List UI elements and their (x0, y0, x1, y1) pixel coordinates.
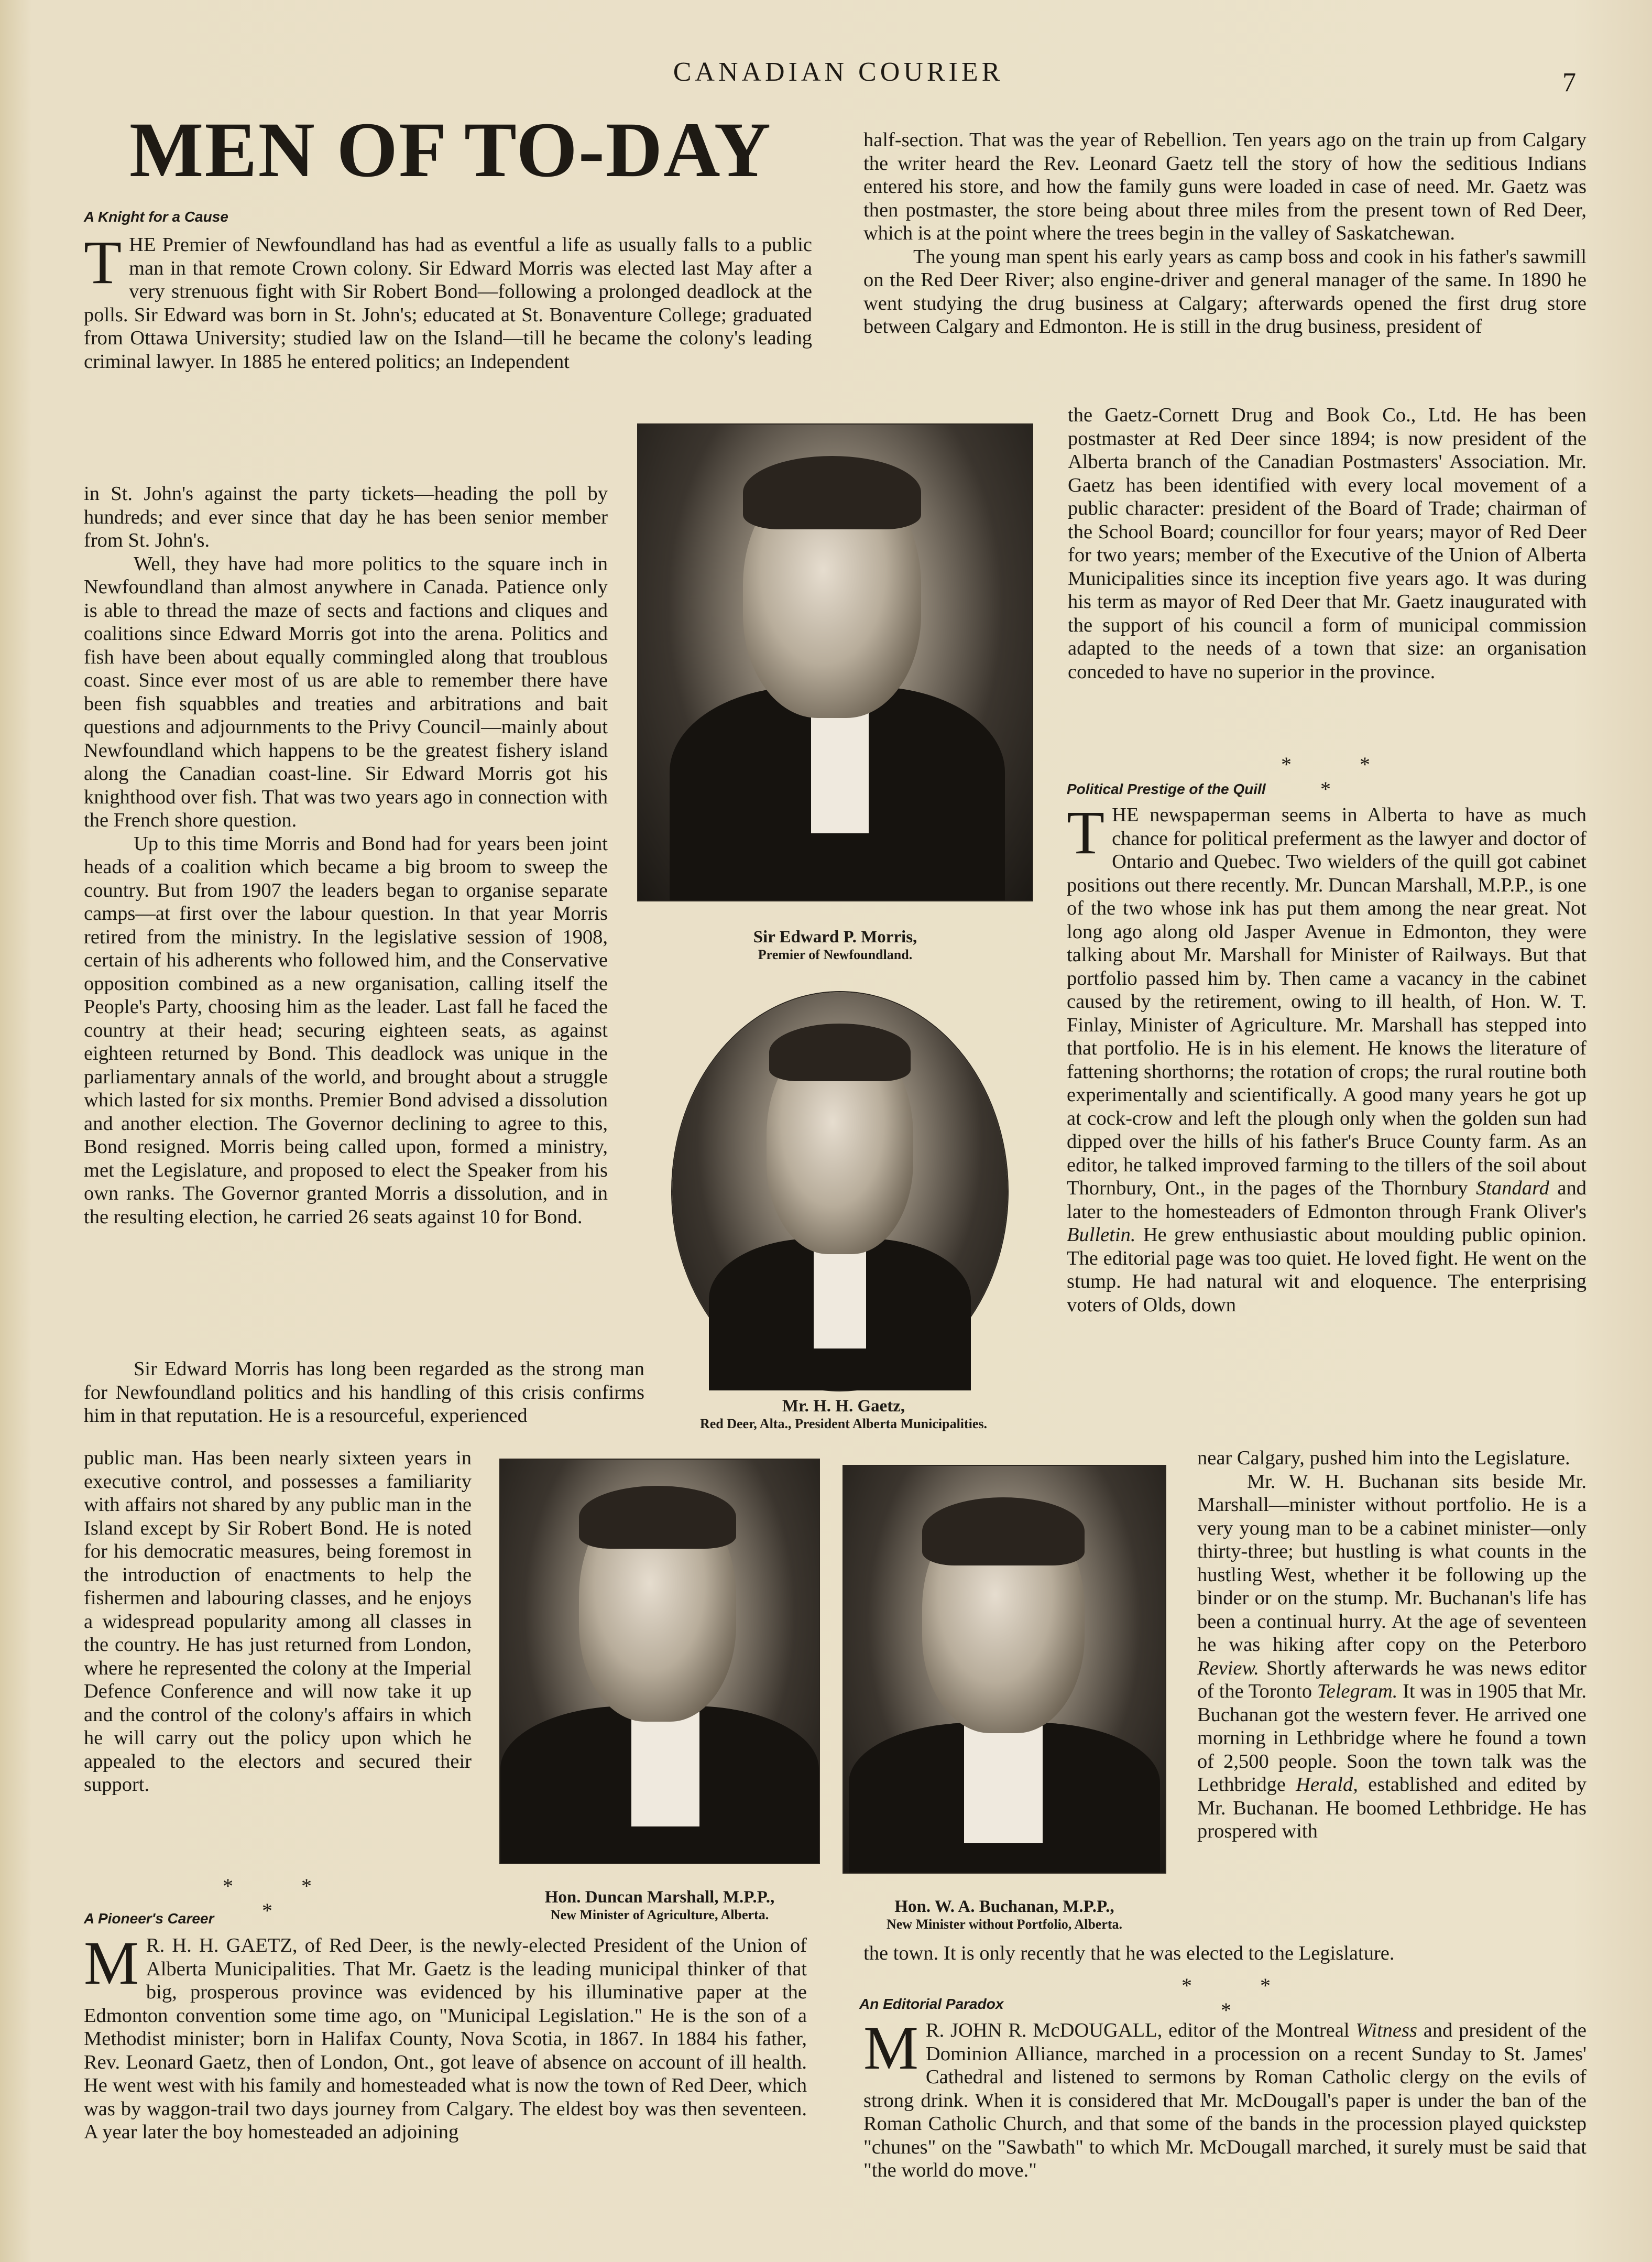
dropcap-m: M (863, 2014, 918, 2082)
knight-text-continued: in St. John's against the party tickets—heading the poll by hundreds; and ever since that day he has been senior member from St. John's. (84, 483, 608, 551)
caption-role-buchanan: New Minister without Portfolio, Alberta. (886, 1917, 1123, 1932)
pioneer-paragraph-2-narrow (1068, 404, 1587, 683)
standard-title: Standard (1476, 1177, 1549, 1199)
section-separator: * * * (1281, 753, 1402, 801)
review-title: Review. (1197, 1657, 1259, 1679)
article-title: MEN OF TO-DAY (129, 106, 772, 193)
quill-p2-c: It was in 1905 that Mr. Buchanan got the western fever. He arrived one morning in Lethbridge where he found a town of 2,500 people. Soon the town talk was the Lethbridge (1197, 1680, 1587, 1796)
pioneer-paragraph-1-right (863, 128, 1587, 339)
pioneer-text-right: half-section. That was the year of Rebellion. Ten years ago on the train up from Calgary the writer heard the Rev. Leonard Gaetz tell the story of how the seditious Indians entered his store, and how the family guns were loaded in case of need. Mr. Gaetz was then postmaster, the store being about three miles from the present town of Red Deer, which is at the point where the trees begin in the valley of Saskatchewan. (863, 129, 1587, 244)
caption-marshall (500, 1888, 819, 1923)
knight-paragraph-4-b: public man. Has been nearly sixteen years in executive control, and possesses a familiarity with affairs not shared by any public man in the Island except by Sir Robert Bond. He is noted for his democratic measures, being foremost in the introduction of enactments to help the fishermen and labouring classes, and he enjoys a widespread popularity among all classes in the country. He has just returned from London, where he represented the colony at the Imperial Defence Conference and will now take it up and the control of the colony's affairs in which he will carry out the policy upon which he appealed to the electors and secured their support. (84, 1447, 472, 1796)
paradox-text-a: R. JOHN R. McDOUGALL, editor of the Montreal (925, 2019, 1356, 2041)
section-separator: * * * (1181, 1974, 1302, 2022)
quill-p2-d-top: established and edited by Mr. Buchanan. He boomed Lethbridge. He has prospered with (1197, 1774, 1587, 1842)
caption-gaetz (634, 1397, 1053, 1432)
portrait-photo-marshall (500, 1460, 819, 1863)
paradox-paragraph (863, 2014, 1587, 2182)
portrait-photo-gaetz (672, 992, 1008, 1390)
section-heading-paradox: An Editorial Paradox (859, 1996, 1004, 2012)
quill-p2-b: Shortly afterwards he was news editor of the Toronto (1197, 1657, 1587, 1702)
quill-paragraph-1 (1067, 798, 1587, 1317)
bulletin-title: Bulletin. (1067, 1224, 1136, 1246)
telegram-title: Telegram. (1317, 1680, 1398, 1702)
quill-p2-a: Mr. W. H. Buchanan sits beside Mr. Marshall—minister without portfolio. He is a very young man to be a cabinet minister—only thirty-three; but hustling is what counts in the hustling West, whether it be following up the binder or on the stump. Mr. Buchanan's life has been a continual hurry. At the age of seventeen he was hiking after copy on the Peterboro (1197, 1470, 1587, 1656)
pioneer-paragraph-1-left (84, 1929, 807, 2144)
portrait-photo-buchanan (844, 1466, 1165, 1873)
quill-text-b: and later to the homesteaders of Edmonton through Frank Oliver's (1067, 1177, 1587, 1223)
knight-paragraph-4-top (84, 1357, 644, 1428)
caption-name-morris: Sir Edward P. Morris, (753, 928, 917, 947)
page-number: 7 (1562, 68, 1576, 97)
quill-text-c-bottom: near Calgary, pushed him into the Legislature. (1197, 1447, 1570, 1469)
knight-text-intro: HE Premier of Newfoundland has had as eventful a life as usually falls to a public man in that remote Crown colony. Sir Edward Morris was elected last May after a very strenuous fight with Sir Robert Bond—following a prolonged deadlock at the polls. Sir Edward was born in St. John's; educated at St. Bonaventure College; graduated from Ottawa University; studied law on the Island—till he became the colony's leading criminal lawyer. In 1885 he entered politics; an Independent (84, 234, 812, 373)
caption-role-morris: Premier of Newfoundland. (758, 947, 913, 962)
section-separator: * * * (223, 1874, 343, 1922)
pioneer-paragraph-2-top: The young man spent his early years as camp boss and cook in his father's sawmill on the Red Deer River; also engine-driver and general manager of the same. In 1890 he went studying the drug business at Calgary; afterwards opened the first drug store between Calgary and Edmonton. He is still in the drug business, president of (863, 245, 1587, 338)
section-heading-knight: A Knight for a Cause (84, 209, 228, 225)
knight-column-continued (84, 482, 608, 1228)
knight-paragraph-4-a: Sir Edward Morris has long been regarded as the strong man for Newfoundland politics and his handling of this crisis confirms him in that reputation. He is a resourceful, experienced (84, 1358, 644, 1427)
running-title: CANADIAN COURIER (673, 57, 1004, 87)
pioneer-paragraph-2-bottom: the Gaetz-Cornett Drug and Book Co., Ltd. He has been postmaster at Red Deer since 1894; is now president of the Alberta branch of the Canadian Postmasters' Association. Mr. Gaetz has been identified with every local movement of a public character: president of the Board of Trade; chairman of the School Board; councillor for four years; mayor of Red Deer for two years; member of the Executive of the Union of Alberta Municipalities since its inception five years ago. It was during his term as mayor of Red Deer that Mr. Gaetz inaugurated with the support of his council a form of municipal commission adapted to the needs of a town that size: an organisation conceded to have no superior in the province. (1068, 404, 1587, 683)
caption-morris (638, 928, 1032, 963)
paradox-text-b: and president of the Dominion Alliance, marched in a procession on a recent Sunday to St. James' Cathedral and listened to sermons by Roman Catholic clergy on the evils of strong drink. When it is considered that Mr. McDougall's paper is under the ban of the Roman Catholic Church, and that some of the bands in the procession played quickstep "chunes" on the "Sawbath" to which Mr. McDougall marched, it surely must be said that "the world do move." (863, 2019, 1587, 2181)
quill-text-a: HE newspaperman seems in Alberta to have as much chance for political preferment as the lawyer and doctor of Ontario and Quebec. Two wielders of the quill got cabinet positions out there recently. Mr. Duncan Marshall, M.P.P., is one of the two whose ink has put them among the near great. Not long ago along old Jasper Avenue in Edmonton, they were talking about Mr. Marshall for Minister of Railways. But that portfolio passed him by. Then came a vacancy in the cabinet caused by the retirement, owing to ill health, of Hon. W. T. Finlay, Minister of Agriculture. Mr. Marshall has stepped into that portfolio. He is in his element. He knows the literature of fattening shorthorns; the rotation of crops; the rural routine both experimentally and scientifically. A good many years he got up at cock-crow and left the plough only when the golden sun had dipped over the hills of his father's Bruce County farm. As an editor, he talked improved farming to the tillers of the soil about Thornbury, Ont., in the pages of the Thornbury (1067, 804, 1587, 1199)
herald-title: Herald, (1296, 1774, 1358, 1796)
quill-wide-bottom (863, 1942, 1587, 1965)
knight-paragraph-2: Well, they have had more politics to the square inch in Newfoundland than almost anywhere in Canada. Patience only is able to thread the maze of sects and factions and cliques and coalitions since Edward Morris got into the arena. Politics and fish have been about equally commingled along that troublous coast. Since ever most of us are able to remember there have been fish squabbles and treaties and arbitrations and bait questions and adjournments to the Privy Council—mainly about Newfoundland which happens to be the greatest fishery island along the Canadian coast-line. Sir Edward Morris got his knighthood over fish. That was two years ago in connection with the French shore question. (84, 552, 608, 831)
caption-name-gaetz: Mr. H. H. Gaetz, (782, 1397, 905, 1416)
pioneer-text-left: R. H. H. GAETZ, of Red Deer, is the newly-elected President of the Union of Alberta Municipalities. That Mr. Gaetz is the leading municipal thinker of that big, prosperous province was evidenced by his illuminative paper at the Edmonton convention some time ago, on "Municipal Legislation." He is the son of a Methodist minister; born in Halifax County, Nova Scotia, in 1867. In 1884 his father, Rev. Leonard Gaetz, then of London, Ont., got leave of absence on account of ill health. He went west with his family and homesteaded what is now the town of Red Deer, which was by waggon-trail two days journey from Calgary. The eldest boy was then seventeen. A year later the boy homesteaded an adjoining (84, 1934, 807, 2143)
caption-role-gaetz: Red Deer, Alta., President Alberta Municipalities. (699, 1416, 988, 1431)
knight-paragraph-4-bottom (84, 1447, 472, 1797)
quill-p2-d-bottom: the town. It is only recently that he was elected to the Legislature. (863, 1942, 1395, 1964)
caption-role-marshall: New Minister of Agriculture, Alberta. (550, 1907, 769, 1922)
knight-paragraph-1-top (84, 228, 812, 373)
section-heading-pioneer: A Pioneer's Career (84, 1910, 214, 1927)
caption-buchanan (838, 1897, 1170, 1932)
witness-title: Witness (1355, 2019, 1417, 2041)
dropcap-t: T (1067, 798, 1105, 867)
dropcap-m: M (84, 1929, 139, 1997)
quill-text-c-top: He grew enthusiastic about moulding public opinion. The editorial page was too quiet. He loved fight. He went on the stump. He had natural wit and eloquence. The enterprising voters of Olds, down (1067, 1224, 1587, 1316)
quill-paragraph-2 (1197, 1470, 1587, 1843)
knight-paragraph-3: Up to this time Morris and Bond had for years been joint heads of a coalition which became a big broom to sweep the country. But from 1907 the leaders began to organise separate camps—at first over the labour question. In that year Morris retired from the ministry. In the legislative session of 1908, certain of his adherents who followed him, and the Conservative opposition combined as a new organisation, calling itself the People's Party, choosing him as the leader. Last fall he faced the country at their head; securing eighteen seats, as against eighteen returned by Bond. This deadlock was unique in the parliamentary annals of the world, and brought about a struggle which lasted for six months. Premier Bond advised a dissolution and another election. The Governor declining to agree to this, Bond resigned. Morris being called upon, formed a ministry, met the Legislature, and proposed to elect the Speaker from his own ranks. The Governor granted Morris a dissolution, and in the resulting election, he carried 26 seats against 10 for Bond. (84, 832, 608, 1228)
dropcap-t: T (84, 228, 122, 297)
caption-name-buchanan: Hon. W. A. Buchanan, M.P.P., (894, 1897, 1114, 1916)
caption-name-marshall: Hon. Duncan Marshall, M.P.P., (544, 1888, 775, 1907)
quill-narrow-column (1197, 1447, 1587, 1843)
section-heading-quill: Political Prestige of the Quill (1067, 781, 1266, 797)
portrait-photo-morris (638, 425, 1032, 900)
